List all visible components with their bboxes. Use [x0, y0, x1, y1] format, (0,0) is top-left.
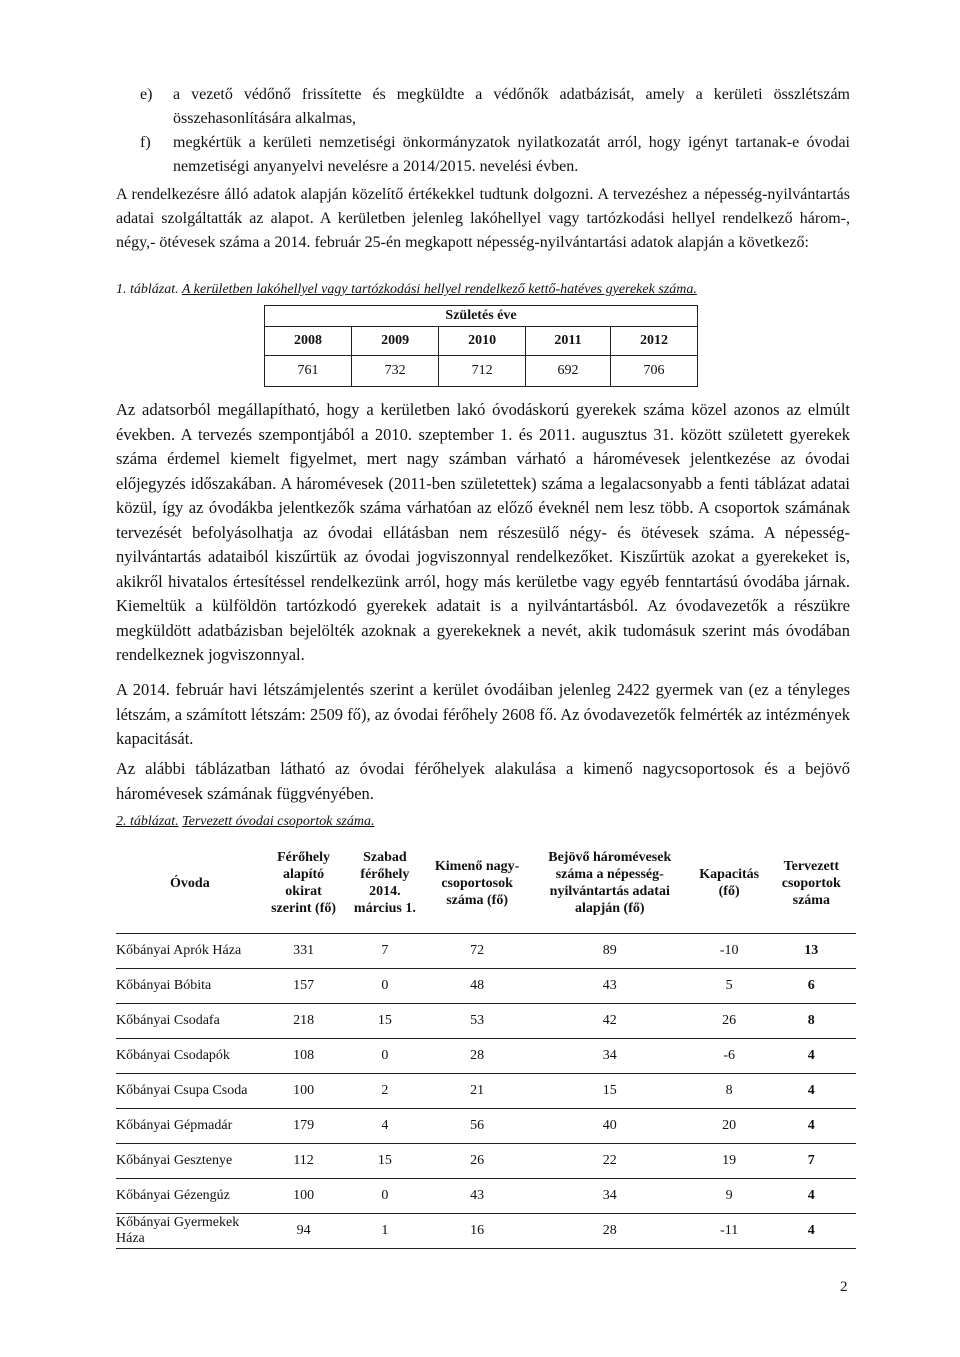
planned-groups-cell: 4: [767, 1039, 856, 1074]
kindergarten-name-cell: Kőbányai Bóbita: [116, 969, 264, 1004]
planned-groups-cell: 7: [767, 1144, 856, 1179]
kindergarten-table: [116, 833, 856, 1249]
table-cell: 26: [426, 1144, 527, 1179]
column-header: Óvoda: [116, 833, 264, 934]
column-header: Kimenő nagy-csoportosok száma (fő): [426, 833, 527, 934]
table-cell: 48: [426, 969, 527, 1004]
table-cell: 20: [692, 1109, 767, 1144]
table-row: [116, 934, 856, 969]
table-cell: 43: [426, 1179, 527, 1214]
births-table: [264, 305, 698, 387]
table1-caption-prefix: 1. táblázat.: [116, 282, 179, 297]
list-item-f: [140, 131, 850, 179]
table-cell: 15: [528, 1074, 692, 1109]
count-cell: 712: [439, 356, 526, 387]
table-row: [116, 1214, 856, 1249]
paragraph-analysis: Az adatsorból megállapítható, hogy a kerületben lakó óvodáskorú gyerekek száma közel azonos az elmúlt években. A tervezés szempontjából a 2010. szeptember 1. és 2011. augusztus 31. között született gyerekek száma érdemel kiemelt figyelmet, mert nagy számban várható a háromévesek jelentkezése az óvodai előjegyzés időszakában. A háromévesek (2011-ben születettek) száma a legalacsonyabb a fenti táblázat adatai közül, így az óvodákba jelentkezők száma várhatóan az előző éveknél nem lesz több. A csoportok számának tervezését befolyásolhatja az óvodai ellátásban nem részesülő négy- és ötévesek száma. A népesség-nyilvántartás adataiból kiszűrtük az óvodai jogviszonnyal rendelkezőket. Kiszűrtük azokat a gyerekeket is, akikről hivatalos értesítéssel rendelkezünk arról, hogy más kerületbe vagy egyéb fenntartású óvodába járnak. Kiemeltük a külföldön tartózkodó gyerekek adatait is a nyilvántartásból. Az óvodavezetők a részükre megküldött adatbázisban bejelölték azoknak a gyerekeknek a nevét, akik tudomásuk szerint más óvodában rendelkeznek jogviszonnyal.: [116, 400, 850, 664]
table2-caption-prefix: 2. táblázat.: [116, 814, 179, 829]
table-cell: 21: [426, 1074, 527, 1109]
table-cell: 15: [343, 1004, 426, 1039]
count-cell: 732: [352, 356, 439, 387]
kindergarten-name-cell: Kőbányai Csupa Csoda: [116, 1074, 264, 1109]
table-cell: 28: [426, 1039, 527, 1074]
column-header: Férőhely alapító okirat szerint (fő): [264, 833, 344, 934]
births-table-header: Születés éve: [265, 306, 698, 327]
kindergarten-name-cell: Kőbányai Gyermekek Háza: [116, 1214, 264, 1249]
kindergarten-name-cell: Kőbányai Gézengúz: [116, 1179, 264, 1214]
planned-groups-cell: 4: [767, 1179, 856, 1214]
table-row: [116, 1179, 856, 1214]
kindergarten-table-body: [116, 934, 856, 1249]
list-text: a vezető védőnő frissítette és megküldte a védőnők adatbázisát, amely a kerületi összlétszám összehasonlítására alkalmas,: [173, 86, 850, 127]
column-header: Szabad férőhely 2014. március 1.: [343, 833, 426, 934]
list-text: megkértük a kerületi nemzetiségi önkormányzatok nyilatkozatát arról, hogy igényt tartanak-e óvodai nemzetiségi anyanyelvi nevelésre a 2014/2015. nevelési évben.: [173, 134, 850, 175]
table-cell: 9: [692, 1179, 767, 1214]
count-cell: 761: [265, 356, 352, 387]
table-cell: 112: [264, 1144, 344, 1179]
table1-caption: [116, 282, 697, 298]
kindergarten-table-header: [116, 833, 856, 934]
table-cell: 26: [692, 1004, 767, 1039]
kindergarten-name-cell: Kőbányai Gépmadár: [116, 1109, 264, 1144]
table-cell: 42: [528, 1004, 692, 1039]
table-cell: 16: [426, 1214, 527, 1249]
year-cell: 2012: [610, 327, 697, 356]
table2-caption: [116, 814, 374, 830]
column-header: Bejövő háromévesek száma a népesség-nyilvántartás adatai alapján (fő): [528, 833, 692, 934]
table-cell: -10: [692, 934, 767, 969]
table-cell: -6: [692, 1039, 767, 1074]
planned-groups-cell: 6: [767, 969, 856, 1004]
planned-groups-cell: 4: [767, 1074, 856, 1109]
table-cell: 0: [343, 1039, 426, 1074]
kindergarten-name-cell: Kőbányai Csodapók: [116, 1039, 264, 1074]
kindergarten-name-cell: Kőbányai Csodafa: [116, 1004, 264, 1039]
table-cell: 28: [528, 1214, 692, 1249]
table-cell: 43: [528, 969, 692, 1004]
table-cell: 53: [426, 1004, 527, 1039]
table-cell: 94: [264, 1214, 344, 1249]
table-cell: 0: [343, 1179, 426, 1214]
table-row: [116, 1144, 856, 1179]
table-cell: 34: [528, 1039, 692, 1074]
planned-groups-cell: 4: [767, 1109, 856, 1144]
table-cell: 89: [528, 934, 692, 969]
table-row: [116, 1074, 856, 1109]
list-item-e: [140, 83, 850, 131]
table-cell: 8: [692, 1074, 767, 1109]
table-cell: 108: [264, 1039, 344, 1074]
table-cell: 72: [426, 934, 527, 969]
table-cell: 100: [264, 1074, 344, 1109]
table-cell: 56: [426, 1109, 527, 1144]
paragraph-table-intro: Az alábbi táblázatban látható az óvodai férőhelyek alakulása a kimenő nagycsoportosok és a bejövő háromévesek számának függvényében.: [116, 759, 850, 803]
planned-groups-cell: 13: [767, 934, 856, 969]
table-cell: 4: [343, 1109, 426, 1144]
table-cell: 1: [343, 1214, 426, 1249]
table-cell: 179: [264, 1109, 344, 1144]
table-cell: 7: [343, 934, 426, 969]
table-cell: 2: [343, 1074, 426, 1109]
table-cell: 157: [264, 969, 344, 1004]
list-marker: f): [140, 134, 151, 151]
year-cell: 2010: [439, 327, 526, 356]
table-cell: 100: [264, 1179, 344, 1214]
list-marker: e): [140, 86, 153, 103]
table-cell: 40: [528, 1109, 692, 1144]
kindergarten-name-cell: Kőbányai Aprók Háza: [116, 934, 264, 969]
table-row: [116, 1039, 856, 1074]
year-cell: 2009: [352, 327, 439, 356]
table-cell: 5: [692, 969, 767, 1004]
column-header: Kapacitás (fő): [692, 833, 767, 934]
column-header: Tervezett csoportok száma: [767, 833, 856, 934]
table2-caption-text: Tervezett óvodai csoportok száma.: [182, 814, 375, 829]
table1-caption-text: A kerületben lakóhellyel vagy tartózkodási hellyel rendelkező kettő-hatéves gyerekek száma.: [181, 282, 697, 297]
table-cell: 34: [528, 1179, 692, 1214]
year-cell: 2011: [526, 327, 611, 356]
year-cell: 2008: [265, 327, 352, 356]
count-cell: 692: [526, 356, 611, 387]
paragraph-data-basis: A rendelkezésre álló adatok alapján közelítő értékekkel tudtunk dolgozni. A tervezéshez a népesség-nyilvántartás adatai szolgáltatták az alapot. A kerületben jelenleg lakóhellyel vagy tartózkodási hellyel rendelkező három-, négy,- ötévesek száma a 2014. február 25-én megkapott népesség-nyilvántartási adatok alapján a következő:: [116, 186, 850, 251]
planned-groups-cell: 8: [767, 1004, 856, 1039]
table-cell: 0: [343, 969, 426, 1004]
table-cell: 22: [528, 1144, 692, 1179]
paragraph-headcount: A 2014. február havi létszámjelentés szerint a kerület óvodáiban jelenleg 2422 gyermek van (ez a tényleges létszám, a számított létszám: 2509 fő), az óvodai férőhely 2608 fő. Az óvodavezetők felmérték az intézmények kapacitását.: [116, 680, 850, 748]
count-cell: 706: [610, 356, 697, 387]
page-number: 2: [840, 1279, 848, 1295]
table-cell: 218: [264, 1004, 344, 1039]
table-row: [116, 969, 856, 1004]
table-row: [116, 1004, 856, 1039]
table-row: [116, 1109, 856, 1144]
table-cell: 331: [264, 934, 344, 969]
table-cell: 19: [692, 1144, 767, 1179]
table-cell: -11: [692, 1214, 767, 1249]
kindergarten-name-cell: Kőbányai Gesztenye: [116, 1144, 264, 1179]
table-cell: 15: [343, 1144, 426, 1179]
planned-groups-cell: 4: [767, 1214, 856, 1249]
